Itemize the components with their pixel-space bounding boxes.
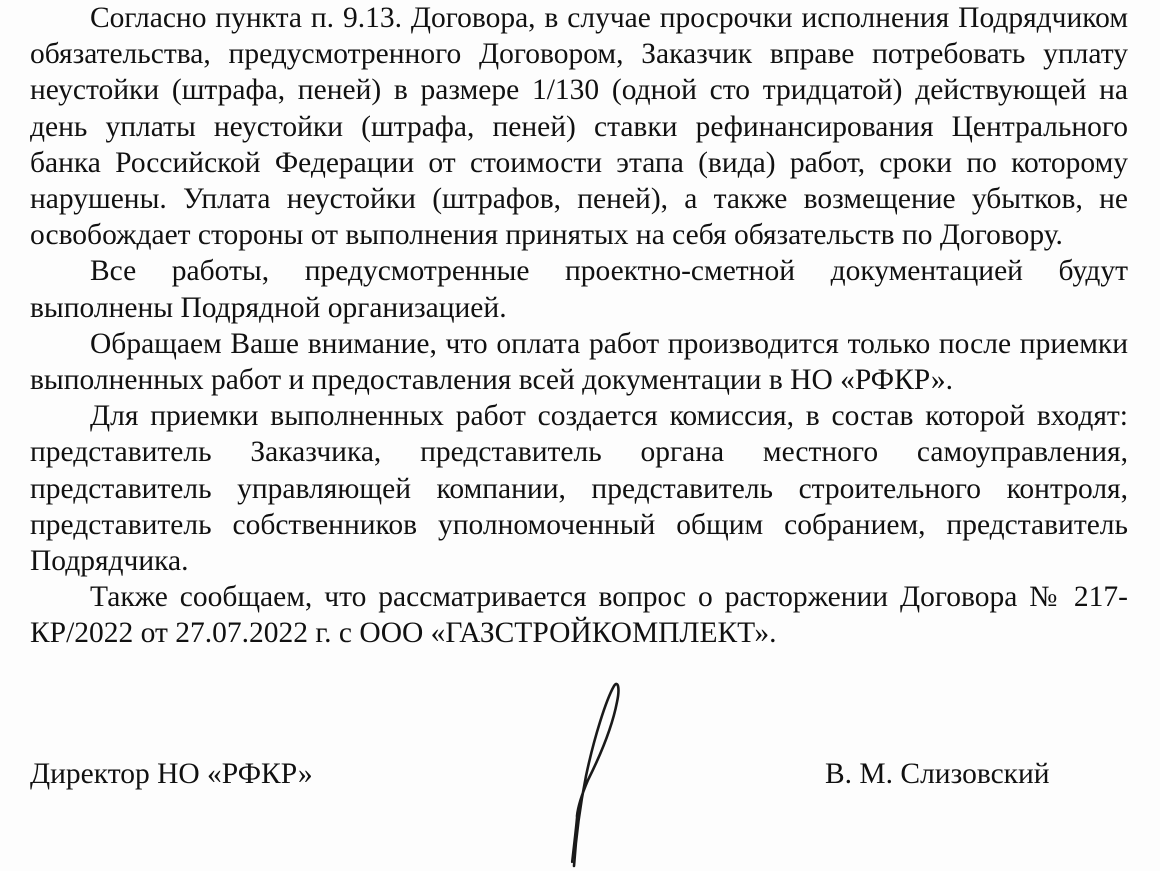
paragraph-penalty: Согласно пункта п. 9.13. Договора, в случае просрочки исполнения Подрядчиком обязательства, предусмотренного Договором, Заказчик вправе потребовать уплату неустойки (штрафа, пеней) в размере 1/130 (одной сто тридцатой) действующей на день уплаты неустойки (штрафа, пеней) ставки рефинансирования Центрального банка Российской Федерации от стоимости этапа (вида) работ, сроки по которому нарушены. Уплата неустойки (штрафов, пеней), а также возмещение убытков, не освобождает стороны от выполнения принятых на себя обязательств по Договору.	[30, 2, 1128, 252]
signatory-name: В. М. Слизовский	[825, 758, 1050, 790]
signatory-title: Директор НО «РФКР»	[30, 758, 313, 790]
paragraph-commission: Для приемки выполненных работ создается комиссия, в состав которой входят: представитель Заказчика, представитель органа местного самоуправления, представитель управляющей компании, представитель строительного контроля, представитель собственников уполномоченный общим собранием, представитель Подрядчика.	[30, 400, 1128, 578]
signature-stroke	[574, 684, 618, 866]
paragraph-works: Все работы, предусмотренные проектно-сметной документацией будут выполнены Подрядной организацией.	[30, 255, 1128, 324]
paragraph-payment: Обращаем Ваше внимание, что оплата работ производится только после приемки выполненных работ и предоставления всей документации в НО «РФКР».	[30, 327, 1128, 397]
letter-body	[30, 0, 1128, 652]
handwritten-signature	[560, 676, 640, 871]
paragraph-termination: Также сообщаем, что рассматривается вопрос о расторжении Договора № 217-КР/2022 от 27.07.2022 г. с ООО «ГАЗСТРОЙКОМПЛЕКТ».	[30, 581, 1128, 650]
